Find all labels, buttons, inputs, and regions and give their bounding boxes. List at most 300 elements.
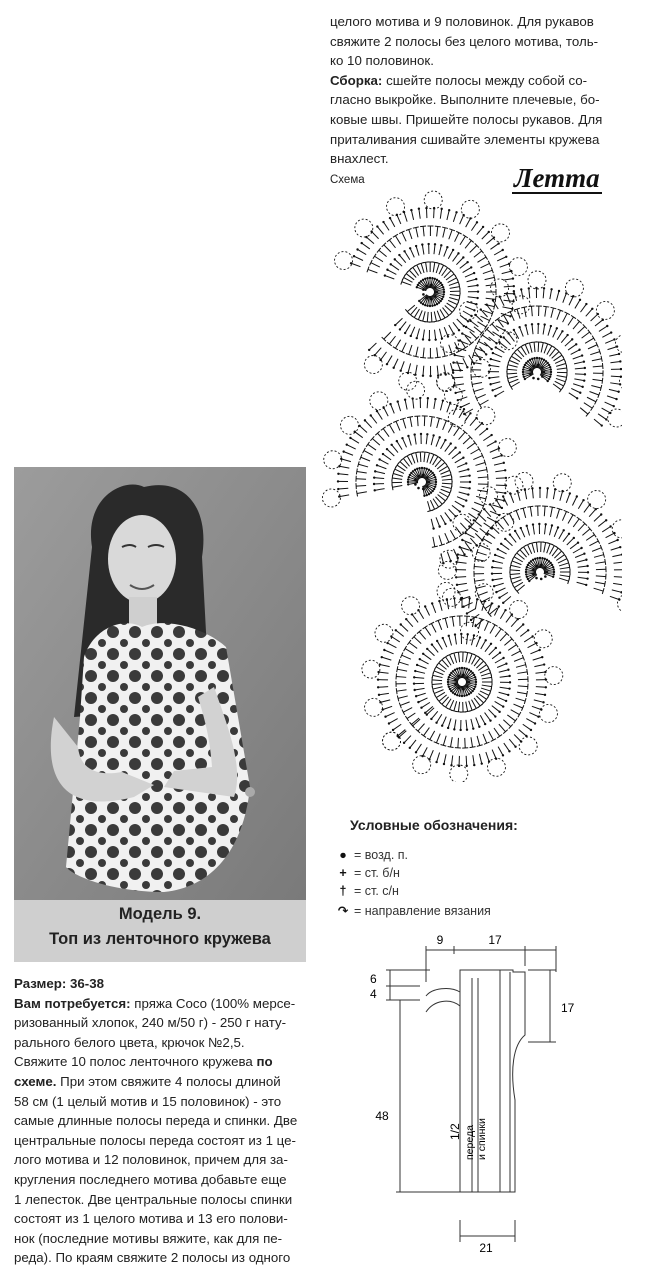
- stitch-mark: [495, 658, 504, 663]
- text-line: ко 10 половинок.: [330, 53, 434, 69]
- stitch-cap: [471, 359, 472, 365]
- chain-mark: [478, 513, 480, 515]
- chain-mark: [397, 400, 399, 402]
- chain-mark: [522, 373, 524, 375]
- stitch-mark: [475, 348, 484, 352]
- chain-mark: [426, 713, 428, 715]
- stitch-mark: [494, 250, 503, 255]
- stitch-mark: [391, 636, 399, 641]
- chain-mark: [463, 408, 465, 410]
- chain-mark: [374, 470, 376, 472]
- chain-mark: [583, 553, 585, 555]
- chain-mark: [486, 428, 488, 430]
- stitch-mark: [469, 654, 472, 663]
- chain-mark: [477, 290, 479, 292]
- stitch-cap: [373, 254, 376, 259]
- stitch-mark: [448, 424, 453, 433]
- stitch-mark: [498, 747, 503, 756]
- stitch-mark: [547, 544, 550, 553]
- stitch-mark: [397, 441, 402, 450]
- text-line: схеме. При этом свяжите 4 полосы длиной: [14, 1073, 281, 1089]
- chain-mark: [455, 568, 457, 570]
- stitch-mark: [584, 504, 590, 512]
- chain-mark: [405, 618, 407, 620]
- chain-mark: [428, 493, 430, 495]
- chain-mark: [463, 325, 465, 327]
- stitch-mark: [430, 731, 435, 740]
- dim-top-right: 17: [488, 933, 502, 947]
- chain-mark: [443, 288, 445, 290]
- stitch-mark: [420, 452, 421, 462]
- chain-mark: [619, 546, 621, 548]
- chain-mark: [413, 676, 415, 678]
- stitch-mark: [431, 435, 433, 445]
- chain-mark: [377, 686, 379, 688]
- chain-mark: [429, 277, 431, 279]
- stitch-mark: [453, 377, 463, 378]
- stitch-mark: [443, 736, 446, 746]
- stitch-mark: [430, 454, 434, 463]
- stitch-mark: [476, 717, 480, 726]
- chain-mark: [468, 487, 470, 489]
- picot-mark: [362, 660, 380, 678]
- chain-mark: [394, 324, 396, 326]
- stitch-mark: [533, 657, 543, 660]
- picot-mark: [355, 219, 373, 237]
- chain-mark: [525, 568, 527, 570]
- stitch-cap: [577, 517, 582, 521]
- chain-mark: [531, 635, 533, 637]
- stitch-mark: [442, 486, 452, 488]
- stitch-mark: [582, 529, 590, 536]
- chain-mark: [550, 562, 552, 564]
- chain-mark: [462, 505, 464, 507]
- chain-mark: [465, 462, 467, 464]
- chain-mark: [509, 681, 511, 683]
- stitch-mark: [394, 359, 398, 368]
- stitch-mark: [505, 539, 512, 546]
- model-photo: [14, 467, 306, 900]
- stitch-mark: [485, 713, 491, 721]
- chain-mark: [415, 695, 417, 697]
- stitch-mark: [377, 465, 386, 468]
- chain-mark: [498, 605, 500, 607]
- stitch-mark: [441, 515, 446, 524]
- chain-mark: [400, 370, 402, 372]
- chain-mark: [474, 676, 476, 678]
- chain-mark: [505, 663, 507, 665]
- chain-mark: [401, 437, 403, 439]
- picot-mark: [519, 737, 537, 755]
- chain-mark: [475, 678, 477, 680]
- picot-mark: [487, 758, 505, 776]
- stitch-mark: [395, 340, 400, 349]
- stitch-mark: [560, 575, 570, 577]
- chain-mark: [447, 678, 449, 680]
- stitch-mark: [364, 451, 373, 456]
- stitch-mark: [402, 282, 411, 285]
- model-subtitle: Топ из ленточного кружева: [49, 930, 271, 948]
- chain-mark: [417, 284, 419, 286]
- chain-mark: [613, 405, 615, 407]
- stitch-mark: [392, 445, 398, 453]
- stitch-mark: [351, 263, 360, 266]
- stitch-mark: [457, 361, 461, 370]
- stitch-mark: [459, 492, 469, 495]
- chain-mark: [550, 368, 552, 370]
- stitch-mark: [434, 330, 435, 340]
- stitch-mark: [586, 535, 594, 541]
- stitch-mark: [483, 734, 487, 743]
- stitch-mark: [456, 527, 462, 535]
- stitch-mark: [395, 318, 402, 325]
- stitch-mark: [514, 658, 523, 662]
- stitch-cap: [381, 427, 386, 431]
- stitch-mark: [424, 452, 425, 462]
- stitch-mark: [594, 555, 604, 558]
- stitch-cap: [463, 235, 468, 238]
- stitch-mark: [499, 692, 509, 695]
- chain-mark: [534, 558, 536, 560]
- stitch-mark: [516, 698, 526, 701]
- stitch-cap: [483, 606, 486, 611]
- stitch-mark: [470, 245, 477, 252]
- stitch-mark: [464, 603, 473, 607]
- chain-mark: [434, 398, 436, 400]
- stitch-mark: [466, 720, 467, 730]
- chain-mark: [422, 303, 424, 305]
- chain-mark: [469, 320, 471, 322]
- chain-mark: [572, 295, 574, 297]
- stitch-mark: [491, 359, 501, 362]
- stitch-mark: [403, 708, 412, 713]
- chain-mark: [493, 585, 495, 587]
- chain-mark: [618, 353, 620, 355]
- stitch-mark: [434, 671, 443, 675]
- text-line: центральные полосы переда состоят из 1 це-: [14, 1132, 296, 1148]
- chain-mark: [489, 383, 491, 385]
- stitch-mark: [391, 404, 395, 413]
- chain-mark: [349, 437, 351, 439]
- stitch-mark: [450, 287, 460, 289]
- stitch-mark: [547, 346, 552, 355]
- stitch-mark: [459, 432, 466, 440]
- stitch-mark: [357, 492, 367, 494]
- stitch-mark: [565, 339, 572, 346]
- stitch-cap: [432, 546, 438, 547]
- stitch-cap: [527, 506, 533, 507]
- picot-mark: [383, 732, 401, 750]
- stitch-cap: [453, 537, 458, 540]
- stitch-mark: [559, 563, 569, 566]
- chain-mark: [436, 279, 438, 281]
- stitch-mark: [453, 322, 459, 330]
- stitch-mark: [585, 338, 594, 343]
- chain-mark: [388, 722, 390, 724]
- stitch-mark: [421, 702, 429, 707]
- chain-mark: [575, 343, 577, 345]
- stitch-mark: [434, 244, 435, 254]
- chain-mark: [613, 532, 615, 534]
- chain-mark: [434, 338, 436, 340]
- stitch-mark: [475, 533, 482, 540]
- chain-mark: [494, 395, 496, 397]
- stitch-mark: [481, 688, 491, 691]
- picot-mark: [619, 373, 622, 391]
- chain-mark: [412, 470, 414, 472]
- chain-mark: [587, 571, 589, 573]
- stitch-mark: [528, 643, 537, 648]
- stitch-mark: [468, 513, 476, 519]
- crochet-pattern-chart: [322, 182, 622, 782]
- chain-mark: [368, 349, 370, 351]
- stitch-mark: [455, 355, 465, 357]
- stitch-cap: [549, 507, 555, 508]
- plus-icon: +: [339, 866, 347, 880]
- stitch-mark: [573, 519, 579, 527]
- stitch-mark: [562, 512, 566, 521]
- stitch-mark: [421, 263, 424, 273]
- stitch-mark: [466, 616, 467, 626]
- chain-mark: [544, 575, 547, 578]
- stitch-mark: [470, 538, 477, 546]
- chain-mark: [423, 495, 425, 497]
- stitch-mark: [504, 337, 511, 344]
- stitch-mark: [375, 489, 385, 491]
- chain-mark: [569, 492, 571, 494]
- stitch-mark: [437, 753, 440, 763]
- stitch-mark: [588, 345, 597, 349]
- stitch-mark: [416, 744, 421, 752]
- stitch-mark: [545, 307, 546, 317]
- chain-mark: [490, 434, 492, 436]
- chain-mark: [407, 478, 409, 480]
- stitch-mark: [444, 327, 448, 336]
- chain-mark: [342, 450, 344, 452]
- stitch-mark: [468, 285, 478, 286]
- stitch-mark: [381, 352, 387, 360]
- chain-mark: [573, 537, 575, 539]
- stitch-mark: [606, 533, 615, 538]
- stitch-mark: [453, 406, 457, 415]
- stitch-mark: [477, 257, 485, 262]
- garment-schematic: [360, 930, 640, 1260]
- stitch-mark: [508, 376, 518, 378]
- stitch-mark: [354, 256, 363, 260]
- chain-mark: [420, 280, 422, 282]
- chain-mark: [473, 519, 475, 521]
- stitch-mark: [448, 300, 457, 304]
- chain-mark: [530, 560, 532, 562]
- stitch-mark: [423, 654, 431, 660]
- stitch-mark: [474, 251, 482, 257]
- picot-mark: [588, 491, 606, 509]
- stitch-cap: [463, 346, 468, 349]
- stitch-mark: [384, 650, 393, 654]
- stitch-mark: [575, 300, 580, 309]
- stitch-mark: [492, 324, 499, 331]
- stitch-cap: [591, 406, 594, 411]
- stitch-mark: [484, 622, 488, 631]
- chain-mark: [615, 398, 617, 400]
- dim-left-lower: 4: [370, 987, 377, 1001]
- stitch-mark: [383, 429, 389, 437]
- stitch-mark: [389, 240, 395, 248]
- stitch-mark: [573, 321, 579, 329]
- stitch-mark: [379, 693, 389, 695]
- picot-mark: [335, 252, 353, 270]
- picot-mark: [553, 474, 571, 492]
- chain-mark: [465, 499, 467, 501]
- stitch-mark: [442, 717, 446, 726]
- chain-mark: [452, 361, 454, 363]
- chain-mark: [426, 468, 428, 470]
- stitch-mark: [609, 354, 619, 356]
- chain-mark: [524, 378, 526, 380]
- stitch-mark: [526, 719, 535, 724]
- stitch-cap: [605, 559, 606, 565]
- chain-mark: [579, 299, 581, 301]
- stitch-mark: [470, 449, 479, 454]
- stitch-mark: [400, 322, 406, 330]
- chain-mark: [346, 443, 348, 445]
- stitch-mark: [514, 582, 523, 587]
- stitch-mark: [365, 420, 372, 427]
- chain-mark: [430, 718, 432, 720]
- stitch-mark: [503, 517, 509, 525]
- stitch-mark: [521, 289, 523, 299]
- picot-mark: [402, 597, 420, 615]
- stitch-mark: [445, 512, 451, 520]
- chain-mark: [448, 686, 450, 688]
- picot-mark: [438, 561, 456, 579]
- chain-mark: [473, 688, 475, 690]
- chain-mark: [447, 681, 449, 683]
- chain-mark: [396, 440, 398, 442]
- stitch-cap: [393, 234, 398, 237]
- stitch-mark: [424, 728, 430, 736]
- chain-mark: [442, 399, 444, 401]
- stitch-mark: [398, 696, 408, 698]
- stitch-mark: [592, 359, 602, 361]
- chain-mark: [403, 250, 405, 252]
- chain-mark: [526, 566, 528, 568]
- stitch-mark: [449, 636, 452, 646]
- stitch-mark: [532, 488, 533, 498]
- schematic-neck: [426, 989, 460, 1012]
- stitch-mark: [341, 459, 351, 462]
- stitch-mark: [511, 619, 518, 626]
- stitch-mark: [350, 438, 359, 443]
- stitch-mark: [448, 278, 457, 283]
- stitch-mark: [516, 510, 520, 519]
- chain-mark: [459, 510, 461, 512]
- chain-mark: [485, 304, 487, 306]
- picot-mark: [491, 224, 509, 242]
- chain-mark: [493, 236, 495, 238]
- chain-mark: [473, 764, 475, 766]
- stitch-mark: [476, 637, 480, 646]
- dim-bottom: 21: [479, 1241, 493, 1255]
- chain-mark: [494, 715, 496, 717]
- chain-mark: [461, 539, 463, 541]
- stitch-mark: [556, 378, 565, 381]
- stitch-mark: [500, 687, 510, 688]
- stitch-mark: [372, 232, 379, 239]
- stitch-mark: [555, 381, 564, 386]
- stitch-mark: [477, 552, 487, 555]
- stitch-mark: [382, 657, 392, 660]
- stitch-mark: [477, 394, 486, 398]
- stitch-mark: [602, 408, 611, 413]
- chain-mark: [472, 672, 474, 674]
- chain-mark: [430, 492, 432, 494]
- chain-mark: [492, 352, 494, 354]
- chain-mark: [492, 299, 494, 301]
- text-line: 58 см (1 целый мотив и 15 половинок) - это: [14, 1093, 282, 1109]
- stitch-mark: [395, 236, 400, 245]
- chain-mark: [537, 323, 539, 325]
- stitch-mark: [575, 368, 585, 369]
- stitch-mark: [417, 665, 426, 669]
- chain-mark: [520, 527, 522, 529]
- stitch-mark: [419, 209, 420, 219]
- stitch-mark: [458, 652, 459, 662]
- chain-mark: [528, 562, 530, 564]
- stitch-mark: [609, 389, 619, 391]
- stitch-mark: [503, 596, 511, 602]
- stitch-mark: [532, 324, 533, 334]
- chain-mark: [413, 433, 415, 435]
- chain-mark: [620, 368, 622, 370]
- stitch-mark: [492, 750, 496, 759]
- chain-mark: [440, 300, 442, 302]
- stitch-mark: [479, 429, 487, 435]
- stitch-mark: [507, 369, 517, 370]
- chain-mark: [503, 462, 505, 464]
- stitch-mark: [598, 414, 606, 420]
- chain-mark: [476, 284, 478, 286]
- stitch-mark: [447, 599, 449, 609]
- stitch-mark: [437, 418, 440, 428]
- stitch-mark: [358, 249, 367, 254]
- stitch-mark: [460, 476, 470, 477]
- chain-mark: [350, 262, 352, 264]
- chain-mark: [434, 486, 436, 488]
- chain-mark: [432, 434, 434, 436]
- stitch-mark: [451, 755, 452, 765]
- stitch-cap: [604, 581, 605, 587]
- chain-mark: [544, 694, 546, 696]
- stitch-mark: [432, 645, 438, 653]
- stitch-mark: [433, 675, 443, 677]
- chain-mark: [381, 656, 383, 658]
- stitch-mark: [580, 408, 588, 414]
- stitch-mark: [377, 433, 384, 440]
- text-line: Свяжите 10 полос ленточного кружева по: [14, 1054, 273, 1070]
- chain-mark: [525, 573, 527, 575]
- chain-mark: [578, 349, 580, 351]
- chain-mark: [376, 410, 378, 412]
- text-line: целого мотива и 9 половинок. Для рукавов: [330, 14, 594, 29]
- stitch-mark: [426, 262, 427, 272]
- chain-mark: [522, 371, 524, 373]
- chain-mark: [424, 304, 426, 306]
- stitch-mark: [445, 444, 451, 452]
- stitch-mark: [525, 344, 529, 353]
- stitch-mark: [486, 285, 496, 286]
- chain-mark: [416, 337, 418, 339]
